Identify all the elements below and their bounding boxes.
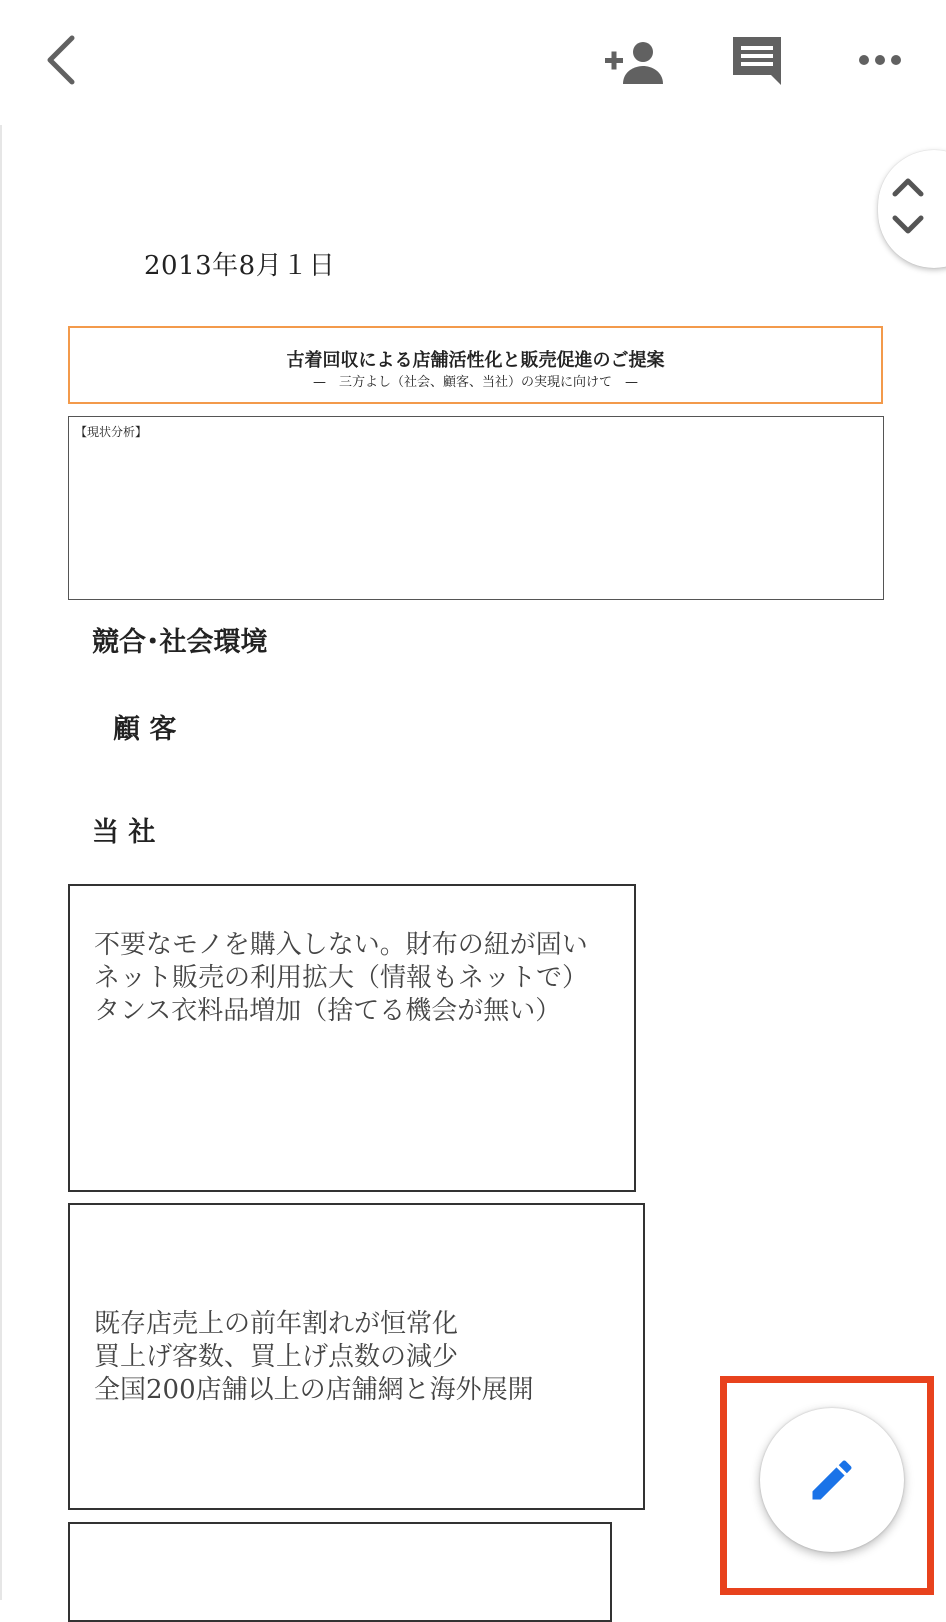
customer-text-box xyxy=(68,884,636,1192)
analysis-box xyxy=(68,416,884,600)
company-line-3: 全国200店舗以上の店舗網と海外展開 xyxy=(94,1375,534,1405)
comment-icon xyxy=(729,33,785,89)
document-date: 2013年8月１日 xyxy=(144,251,336,281)
comment-button[interactable] xyxy=(726,30,788,92)
person-add-icon xyxy=(603,38,669,86)
company-line-1: 既存店売上の前年割れが恒常化 xyxy=(94,1309,459,1339)
title-box xyxy=(68,326,883,404)
document-subtitle: — 三方よし（社会、顧客、当社）の実現に向けて — xyxy=(312,375,638,390)
chevron-up-icon[interactable] xyxy=(890,172,926,200)
chevron-down-icon[interactable] xyxy=(890,212,926,240)
customer-line-1: 不要なモノを購入しない。財布の紐が固い xyxy=(94,930,588,960)
company-text-box xyxy=(68,1203,645,1510)
more-options-button[interactable] xyxy=(850,40,910,80)
scroll-navigation-button[interactable] xyxy=(878,150,946,268)
page-edge xyxy=(0,0,2,1600)
analysis-label: 【現状分析】 xyxy=(75,425,148,439)
customer-line-2: ネット販売の利用拡大（情報もネットで） xyxy=(94,963,589,993)
pencil-icon xyxy=(806,1454,858,1506)
more-horizontal-icon xyxy=(857,53,903,67)
section-heading-company: 当 社 xyxy=(92,817,156,848)
add-person-button[interactable] xyxy=(600,30,672,94)
customer-line-3: タンス衣料品増加（捨てる機会が無い） xyxy=(94,996,562,1026)
back-button[interactable] xyxy=(30,28,90,92)
section-heading-competition: 競合･社会環境 xyxy=(92,627,268,658)
section-heading-customer: 顧 客 xyxy=(113,714,177,745)
company-line-2: 買上げ客数、買上げ点数の減少 xyxy=(94,1342,459,1372)
top-toolbar xyxy=(0,0,946,125)
edit-fab-button[interactable] xyxy=(760,1408,904,1552)
document-title: 古着回収による店舗活性化と販売促進のご提案 xyxy=(286,350,665,371)
chevron-left-icon xyxy=(40,32,80,88)
next-text-box xyxy=(68,1522,612,1622)
